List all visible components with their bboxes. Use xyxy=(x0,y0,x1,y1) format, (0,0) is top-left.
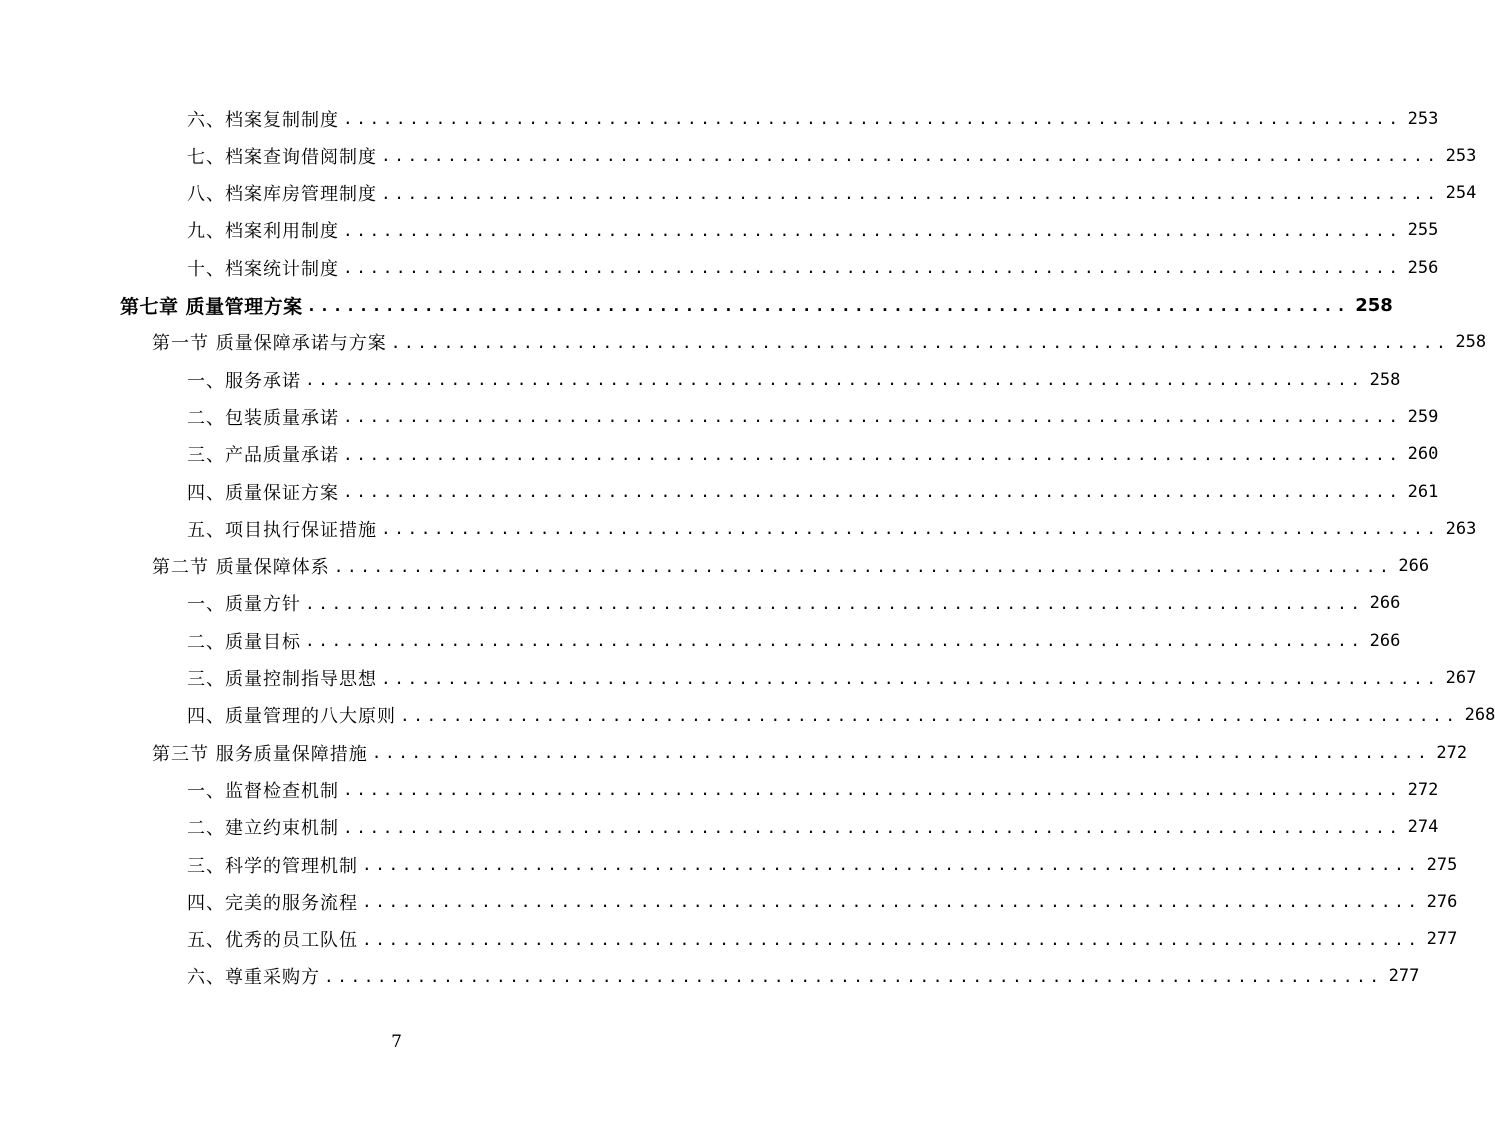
toc-entry-label: 第七章 质量管理方案 xyxy=(120,295,303,318)
toc-leader-dots: ................................................................................ xyxy=(362,929,1421,949)
toc-entry-label: 八、档案库房管理制度 xyxy=(187,184,377,206)
toc-entry-label: 第二节 质量保障体系 xyxy=(152,557,330,579)
toc-leader-dots: ................................................................................ xyxy=(371,743,1431,763)
toc-leader-dots: ................................................................................ xyxy=(362,855,1421,874)
toc-entry-label: 第三节 服务质量保障措施 xyxy=(152,743,368,765)
toc-entry-label: 四、质量保证方案 xyxy=(187,482,339,504)
toc-subsection-entry[interactable] xyxy=(0,249,1439,286)
toc-section-entry[interactable] xyxy=(0,324,1487,361)
toc-entry-label: 三、产品质量承诺 xyxy=(187,445,339,467)
toc-entry-label: 十、档案统计制度 xyxy=(187,258,339,280)
toc-subsection-entry[interactable] xyxy=(0,585,1401,622)
toc-section-entry[interactable] xyxy=(0,548,1430,585)
toc-leader-dots: ................................................................................ xyxy=(343,109,1402,128)
toc-subsection-entry[interactable] xyxy=(0,510,1477,547)
toc-subsection-entry[interactable] xyxy=(0,958,1420,995)
toc-subsection-entry[interactable] xyxy=(0,175,1477,212)
toc-leader-dots: ................................................................................ xyxy=(381,183,1440,203)
toc-leader-dots: ................................................................................ xyxy=(305,631,1364,651)
toc-entry-page: 261 xyxy=(1407,481,1439,502)
toc-leader-dots: ................................................................................ xyxy=(343,817,1402,837)
toc-entry-page: 267 xyxy=(1445,668,1477,688)
toc-subsection-entry[interactable] xyxy=(0,660,1477,697)
toc-subsection-entry[interactable] xyxy=(0,771,1439,808)
toc-entry-page: 255 xyxy=(1407,220,1439,241)
toc-entry-label: 二、包装质量承诺 xyxy=(187,407,339,429)
toc-entry-page: 272 xyxy=(1436,742,1468,763)
toc-entry-page: 272 xyxy=(1407,779,1439,800)
toc-entry-page: 268 xyxy=(1464,705,1495,726)
toc-entry-label: 四、质量管理的八大原则 xyxy=(187,706,396,728)
toc-subsection-entry[interactable] xyxy=(0,622,1401,659)
toc-leader-dots: ................................................................................ xyxy=(343,258,1402,278)
toc-leader-dots: ................................................................................ xyxy=(343,780,1402,800)
toc-leader-dots: ................................................................................ xyxy=(333,556,1393,576)
toc-entry-page: 277 xyxy=(1426,929,1458,950)
toc-section-entry[interactable] xyxy=(0,734,1468,771)
toc-entry-label: 三、科学的管理机制 xyxy=(187,855,358,877)
toc-entry-page: 258 xyxy=(1369,369,1401,390)
toc-entry-label: 三、质量控制指导思想 xyxy=(187,669,377,690)
toc-subsection-entry[interactable] xyxy=(0,137,1477,174)
toc-leader-dots: ................................................................................ xyxy=(362,892,1421,912)
toc-entry-label: 九、档案利用制度 xyxy=(187,221,339,243)
toc-leader-dots: ................................................................................ xyxy=(400,705,1459,725)
toc-entry-page: 253 xyxy=(1445,145,1477,166)
toc-entry-label: 五、项目执行保证措施 xyxy=(187,519,377,541)
toc-entry-page: 259 xyxy=(1407,406,1439,427)
toc-entry-label: 六、尊重采购方 xyxy=(187,967,320,989)
toc-entry-page: 266 xyxy=(1369,630,1401,651)
toc-subsection-entry[interactable] xyxy=(0,883,1458,920)
toc-leader-dots: ................................................................................ xyxy=(324,966,1383,986)
toc-leader-dots: ................................................................................ xyxy=(381,519,1440,539)
toc-leader-dots: ................................................................................ xyxy=(343,407,1402,427)
toc-subsection-entry[interactable] xyxy=(0,100,1439,137)
toc-entry-page: 275 xyxy=(1426,854,1458,875)
toc-entry-page: 260 xyxy=(1407,444,1439,465)
toc-entry-page: 258 xyxy=(1455,332,1487,353)
toc-entry-label: 第一节 质量保障承诺与方案 xyxy=(152,333,387,355)
toc-entry-page: 274 xyxy=(1407,817,1439,838)
toc-entry-label: 二、建立约束机制 xyxy=(187,818,339,840)
toc-subsection-entry[interactable] xyxy=(0,398,1439,435)
toc-subsection-entry[interactable] xyxy=(0,473,1439,510)
page-number: 7 xyxy=(391,1032,402,1052)
toc-entry-page: 256 xyxy=(1407,257,1439,278)
toc-leader-dots: ................................................................................ xyxy=(343,482,1402,501)
toc-leader-dots: ................................................................................ xyxy=(343,220,1402,240)
toc-leader-dots: ................................................................................ xyxy=(381,668,1440,688)
toc-entry-label: 二、质量目标 xyxy=(187,631,301,653)
toc-entry-page: 277 xyxy=(1388,966,1420,987)
toc-entry-label: 五、优秀的员工队伍 xyxy=(187,930,358,952)
toc-entry-label: 四、完美的服务流程 xyxy=(187,892,358,914)
toc-entry-page: 258 xyxy=(1355,294,1393,316)
toc-subsection-entry[interactable] xyxy=(0,361,1401,398)
toc-leader-dots: ................................................................................ xyxy=(390,332,1450,352)
toc-leader-dots: ................................................................................ xyxy=(343,444,1402,464)
toc-subsection-entry[interactable] xyxy=(0,809,1439,846)
toc-entry-page: 266 xyxy=(1369,593,1401,614)
toc-subsection-entry[interactable] xyxy=(0,697,1495,734)
toc-entry-page: 276 xyxy=(1426,891,1458,912)
toc-subsection-entry[interactable] xyxy=(0,212,1439,249)
toc-entry-label: 六、档案复制制度 xyxy=(187,109,339,131)
toc-entry-label: 一、监督检查机制 xyxy=(187,780,339,802)
toc-entry-page: 266 xyxy=(1398,556,1430,577)
toc-leader-dots: ................................................................................ xyxy=(306,295,1350,315)
toc-entry-page: 253 xyxy=(1407,108,1439,129)
toc-entry-label: 一、服务承诺 xyxy=(187,370,301,392)
toc-leader-dots: ................................................................................ xyxy=(305,370,1364,390)
toc-leader-dots: ................................................................................ xyxy=(305,593,1364,613)
toc-entry-label: 七、档案查询借阅制度 xyxy=(187,146,377,168)
toc-chapter-entry[interactable] xyxy=(0,287,1393,324)
toc-leader-dots: ................................................................................ xyxy=(381,146,1440,166)
toc-entry-page: 263 xyxy=(1445,518,1477,539)
toc-subsection-entry[interactable] xyxy=(0,921,1458,958)
toc-subsection-entry[interactable] xyxy=(0,846,1458,883)
toc-subsection-entry[interactable] xyxy=(0,436,1439,473)
toc-entry-label: 一、质量方针 xyxy=(187,594,301,616)
toc-entry-page: 254 xyxy=(1445,183,1477,204)
